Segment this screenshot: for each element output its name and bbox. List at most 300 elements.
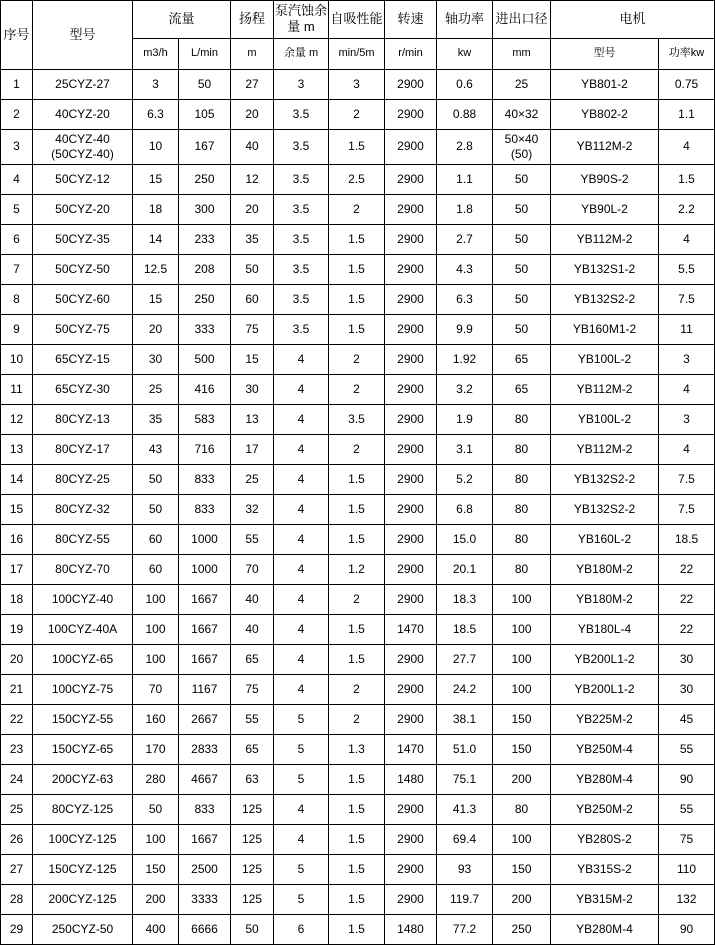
cell-port-diameter: 200 [493,884,551,914]
cell-self-priming: 1.5 [329,129,385,164]
cell-head: 20 [231,99,274,129]
cell-shaft-power: 2.7 [437,224,493,254]
cell-shaft-power: 27.7 [437,644,493,674]
table-row [1,464,715,494]
cell-npsh: 3.5 [274,164,329,194]
cell-head: 55 [231,704,274,734]
table-row [1,344,715,374]
cell-motor-model: YB160M1-2 [551,314,659,344]
cell-motor-power: 22 [659,614,715,644]
cell-port-diameter: 80 [493,524,551,554]
cell-npsh: 5 [274,884,329,914]
cell-self-priming: 1.5 [329,644,385,674]
cell-flow-m3h: 15 [133,164,179,194]
cell-flow-lmin: 500 [179,344,231,374]
cell-port-diameter: 100 [493,824,551,854]
cell-model: 50CYZ-60 [33,284,133,314]
cell-speed: 1480 [385,914,437,944]
cell-port-diameter: 150 [493,704,551,734]
table-row [1,854,715,884]
cell-flow-m3h: 400 [133,914,179,944]
cell-flow-m3h: 12.5 [133,254,179,284]
cell-speed: 1470 [385,734,437,764]
cell-flow-lmin: 2500 [179,854,231,884]
cell-head: 25 [231,464,274,494]
cell-model: 150CYZ-125 [33,854,133,884]
header-self-priming: 自吸性能 [329,1,385,39]
cell-speed: 2900 [385,224,437,254]
cell-self-priming: 3.5 [329,404,385,434]
cell-motor-power: 30 [659,674,715,704]
cell-head: 30 [231,374,274,404]
cell-motor-model: YB200L1-2 [551,674,659,704]
cell-flow-lmin: 333 [179,314,231,344]
table-row [1,404,715,434]
cell-model: 80CYZ-125 [33,794,133,824]
cell-head: 13 [231,404,274,434]
header-flow: 流量 [133,1,231,39]
cell-model: 25CYZ-27 [33,69,133,99]
cell-motor-model: YB112M-2 [551,129,659,164]
cell-port-diameter: 65 [493,344,551,374]
cell-port-diameter: 150 [493,854,551,884]
cell-npsh: 4 [274,794,329,824]
cell-motor-power: 90 [659,764,715,794]
cell-npsh: 3.5 [274,254,329,284]
cell-speed: 2900 [385,344,437,374]
cell-speed: 2900 [385,584,437,614]
cell-npsh: 4 [274,434,329,464]
cell-self-priming: 2 [329,99,385,129]
cell-shaft-power: 18.5 [437,614,493,644]
cell-shaft-power: 24.2 [437,674,493,704]
cell-self-priming: 1.5 [329,284,385,314]
table-row [1,914,715,944]
cell-index: 28 [1,884,33,914]
cell-flow-m3h: 150 [133,854,179,884]
cell-index: 1 [1,69,33,99]
cell-flow-lmin: 1667 [179,614,231,644]
cell-flow-m3h: 15 [133,284,179,314]
table-row [1,614,715,644]
cell-npsh: 4 [274,584,329,614]
table-row [1,524,715,554]
table-row [1,254,715,284]
cell-model: 80CYZ-17 [33,434,133,464]
cell-model: 150CYZ-55 [33,704,133,734]
cell-shaft-power: 119.7 [437,884,493,914]
header-port-diameter: 进出口径 [493,1,551,39]
cell-flow-m3h: 14 [133,224,179,254]
cell-flow-lmin: 2667 [179,704,231,734]
cell-motor-model: YB801-2 [551,69,659,99]
cell-index: 2 [1,99,33,129]
cell-shaft-power: 20.1 [437,554,493,584]
cell-npsh: 4 [274,644,329,674]
header-self-priming-unit: min/5m [329,38,385,69]
cell-motor-power: 90 [659,914,715,944]
table-row [1,794,715,824]
table-row [1,824,715,854]
cell-motor-model: YB132S2-2 [551,464,659,494]
cell-port-diameter: 100 [493,614,551,644]
cell-motor-model: YB280M-4 [551,914,659,944]
cell-speed: 2900 [385,824,437,854]
cell-index: 19 [1,614,33,644]
cell-motor-power: 55 [659,794,715,824]
cell-flow-lmin: 6666 [179,914,231,944]
cell-flow-lmin: 250 [179,284,231,314]
header-motor-power: 功率kw [659,38,715,69]
cell-shaft-power: 51.0 [437,734,493,764]
cell-model: 250CYZ-50 [33,914,133,944]
cell-flow-m3h: 50 [133,794,179,824]
table-row [1,99,715,129]
cell-index: 3 [1,129,33,164]
cell-speed: 2900 [385,464,437,494]
cell-npsh: 4 [274,494,329,524]
cell-flow-m3h: 20 [133,314,179,344]
header-shaft-power: 轴功率 [437,1,493,39]
cell-speed: 2900 [385,854,437,884]
header-npsh: 泵汽蚀余量 m [274,1,329,39]
cell-head: 75 [231,674,274,704]
cell-flow-lmin: 1167 [179,674,231,704]
cell-index: 4 [1,164,33,194]
cell-speed: 2900 [385,374,437,404]
cell-flow-lmin: 233 [179,224,231,254]
cell-npsh: 3.5 [274,284,329,314]
cell-flow-m3h: 50 [133,464,179,494]
cell-motor-model: YB315M-2 [551,884,659,914]
cell-model: 40CYZ-20 [33,99,133,129]
cell-flow-m3h: 160 [133,704,179,734]
cell-model: 50CYZ-12 [33,164,133,194]
header-speed: 转速 [385,1,437,39]
cell-head: 65 [231,734,274,764]
cell-motor-model: YB132S1-2 [551,254,659,284]
cell-shaft-power: 15.0 [437,524,493,554]
header-model: 型号 [33,1,133,70]
cell-shaft-power: 41.3 [437,794,493,824]
cell-shaft-power: 0.6 [437,69,493,99]
cell-speed: 1470 [385,614,437,644]
cell-model: 40CYZ-40 (50CYZ-40) [33,129,133,164]
cell-shaft-power: 5.2 [437,464,493,494]
cell-model: 50CYZ-35 [33,224,133,254]
cell-index: 26 [1,824,33,854]
table-row [1,434,715,464]
cell-self-priming: 1.2 [329,554,385,584]
cell-motor-power: 3 [659,404,715,434]
cell-flow-m3h: 100 [133,824,179,854]
cell-motor-power: 4 [659,129,715,164]
cell-model: 100CYZ-40 [33,584,133,614]
cell-head: 50 [231,254,274,284]
cell-npsh: 5 [274,764,329,794]
cell-motor-model: YB112M-2 [551,434,659,464]
cell-flow-m3h: 280 [133,764,179,794]
cell-speed: 2900 [385,194,437,224]
cell-head: 15 [231,344,274,374]
cell-motor-power: 1.5 [659,164,715,194]
header-head-unit: m [231,38,274,69]
cell-index: 6 [1,224,33,254]
cell-index: 14 [1,464,33,494]
cell-flow-m3h: 60 [133,524,179,554]
cell-port-diameter: 150 [493,734,551,764]
table-row [1,69,715,99]
cell-speed: 2900 [385,674,437,704]
cell-index: 16 [1,524,33,554]
table-row [1,164,715,194]
cell-motor-model: YB180M-2 [551,584,659,614]
cell-npsh: 5 [274,854,329,884]
cell-flow-m3h: 3 [133,69,179,99]
cell-port-diameter: 50 [493,254,551,284]
cell-npsh: 3 [274,69,329,99]
cell-self-priming: 1.5 [329,794,385,824]
cell-index: 8 [1,284,33,314]
cell-speed: 1480 [385,764,437,794]
cell-speed: 2900 [385,314,437,344]
cell-self-priming: 1.5 [329,254,385,284]
cell-speed: 2900 [385,284,437,314]
cell-model: 50CYZ-50 [33,254,133,284]
header-index: 序号 [1,1,33,70]
cell-motor-power: 2.2 [659,194,715,224]
header-motor: 电机 [551,1,715,39]
table-row [1,884,715,914]
cell-motor-model: YB280M-4 [551,764,659,794]
cell-index: 5 [1,194,33,224]
cell-shaft-power: 18.3 [437,584,493,614]
header-flow-m3h: m3/h [133,38,179,69]
cell-flow-m3h: 10 [133,129,179,164]
cell-head: 50 [231,914,274,944]
cell-head: 55 [231,524,274,554]
cell-motor-model: YB802-2 [551,99,659,129]
cell-flow-m3h: 43 [133,434,179,464]
cell-head: 125 [231,824,274,854]
cell-self-priming: 1.5 [329,824,385,854]
cell-model: 50CYZ-20 [33,194,133,224]
cell-speed: 2900 [385,524,437,554]
table-row [1,314,715,344]
cell-flow-lmin: 4667 [179,764,231,794]
table-body [1,69,715,944]
cell-motor-power: 4 [659,374,715,404]
cell-shaft-power: 1.92 [437,344,493,374]
table-row [1,554,715,584]
cell-npsh: 5 [274,704,329,734]
cell-head: 125 [231,854,274,884]
cell-flow-lmin: 716 [179,434,231,464]
header-row-top [1,1,715,39]
cell-motor-model: YB225M-2 [551,704,659,734]
cell-head: 65 [231,644,274,674]
cell-head: 17 [231,434,274,464]
cell-motor-power: 132 [659,884,715,914]
cell-motor-power: 30 [659,644,715,674]
cell-npsh: 4 [274,524,329,554]
cell-port-diameter: 100 [493,584,551,614]
cell-index: 20 [1,644,33,674]
cell-flow-lmin: 105 [179,99,231,129]
cell-flow-lmin: 1667 [179,584,231,614]
cell-motor-power: 3 [659,344,715,374]
cell-motor-model: YB90S-2 [551,164,659,194]
cell-self-priming: 2.5 [329,164,385,194]
cell-head: 75 [231,314,274,344]
cell-port-diameter: 200 [493,764,551,794]
cell-motor-power: 45 [659,704,715,734]
cell-shaft-power: 69.4 [437,824,493,854]
cell-npsh: 4 [274,464,329,494]
cell-head: 27 [231,69,274,99]
cell-index: 21 [1,674,33,704]
cell-motor-model: YB112M-2 [551,224,659,254]
cell-model: 100CYZ-65 [33,644,133,674]
cell-motor-power: 7.5 [659,464,715,494]
cell-head: 63 [231,764,274,794]
cell-flow-lmin: 300 [179,194,231,224]
cell-head: 35 [231,224,274,254]
cell-head: 32 [231,494,274,524]
table-row [1,764,715,794]
cell-motor-model: YB250M-2 [551,794,659,824]
cell-motor-power: 11 [659,314,715,344]
cell-npsh: 4 [274,674,329,704]
cell-self-priming: 1.5 [329,914,385,944]
cell-motor-model: YB132S2-2 [551,494,659,524]
cell-flow-m3h: 70 [133,674,179,704]
cell-flow-lmin: 50 [179,69,231,99]
cell-flow-lmin: 1000 [179,554,231,584]
cell-index: 11 [1,374,33,404]
cell-model: 65CYZ-30 [33,374,133,404]
header-shaft-power-unit: kw [437,38,493,69]
cell-flow-lmin: 3333 [179,884,231,914]
cell-index: 29 [1,914,33,944]
cell-port-diameter: 80 [493,434,551,464]
cell-motor-power: 22 [659,554,715,584]
cell-npsh: 4 [274,824,329,854]
cell-flow-m3h: 35 [133,404,179,434]
cell-shaft-power: 6.3 [437,284,493,314]
cell-npsh: 3.5 [274,194,329,224]
table-row [1,284,715,314]
cell-motor-power: 7.5 [659,494,715,524]
cell-flow-m3h: 25 [133,374,179,404]
cell-port-diameter: 65 [493,374,551,404]
table-row [1,674,715,704]
cell-motor-power: 55 [659,734,715,764]
cell-port-diameter: 80 [493,554,551,584]
cell-index: 15 [1,494,33,524]
cell-flow-m3h: 200 [133,884,179,914]
cell-motor-model: YB315S-2 [551,854,659,884]
header-motor-model: 型号 [551,38,659,69]
cell-flow-lmin: 1667 [179,644,231,674]
cell-flow-m3h: 100 [133,584,179,614]
cell-npsh: 3.5 [274,314,329,344]
cell-index: 27 [1,854,33,884]
cell-self-priming: 2 [329,194,385,224]
cell-model: 200CYZ-125 [33,884,133,914]
cell-motor-power: 5.5 [659,254,715,284]
cell-flow-lmin: 416 [179,374,231,404]
cell-head: 125 [231,884,274,914]
cell-flow-m3h: 100 [133,644,179,674]
cell-port-diameter: 50 [493,164,551,194]
cell-self-priming: 2 [329,374,385,404]
cell-self-priming: 1.5 [329,224,385,254]
cell-shaft-power: 38.1 [437,704,493,734]
cell-npsh: 4 [274,374,329,404]
cell-npsh: 4 [274,344,329,374]
cell-index: 12 [1,404,33,434]
cell-model: 80CYZ-13 [33,404,133,434]
cell-motor-power: 4 [659,224,715,254]
cell-head: 125 [231,794,274,824]
cell-speed: 2900 [385,434,437,464]
cell-port-diameter: 100 [493,644,551,674]
cell-flow-m3h: 60 [133,554,179,584]
table-row [1,494,715,524]
cell-model: 50CYZ-75 [33,314,133,344]
cell-index: 13 [1,434,33,464]
cell-motor-power: 4 [659,434,715,464]
table-row [1,734,715,764]
cell-shaft-power: 2.8 [437,129,493,164]
cell-shaft-power: 75.1 [437,764,493,794]
cell-self-priming: 1.3 [329,734,385,764]
cell-npsh: 3.5 [274,99,329,129]
table-row [1,644,715,674]
cell-model: 65CYZ-15 [33,344,133,374]
cell-model: 80CYZ-55 [33,524,133,554]
table-row [1,194,715,224]
header-speed-unit: r/min [385,38,437,69]
cell-port-diameter: 80 [493,794,551,824]
cell-flow-m3h: 50 [133,494,179,524]
cell-index: 23 [1,734,33,764]
cell-port-diameter: 50×40 (50) [493,129,551,164]
cell-shaft-power: 3.1 [437,434,493,464]
cell-index: 18 [1,584,33,614]
cell-self-priming: 2 [329,344,385,374]
cell-port-diameter: 50 [493,224,551,254]
cell-speed: 2900 [385,404,437,434]
cell-self-priming: 1.5 [329,854,385,884]
cell-flow-lmin: 2833 [179,734,231,764]
cell-speed: 2900 [385,254,437,284]
cell-self-priming: 1.5 [329,314,385,344]
cell-motor-power: 75 [659,824,715,854]
cell-motor-model: YB112M-2 [551,374,659,404]
cell-port-diameter: 100 [493,674,551,704]
cell-self-priming: 2 [329,434,385,464]
cell-self-priming: 1.5 [329,524,385,554]
table-row [1,374,715,404]
cell-motor-power: 22 [659,584,715,614]
cell-self-priming: 3 [329,69,385,99]
cell-speed: 2900 [385,69,437,99]
cell-flow-lmin: 1000 [179,524,231,554]
cell-speed: 2900 [385,704,437,734]
cell-shaft-power: 0.88 [437,99,493,129]
